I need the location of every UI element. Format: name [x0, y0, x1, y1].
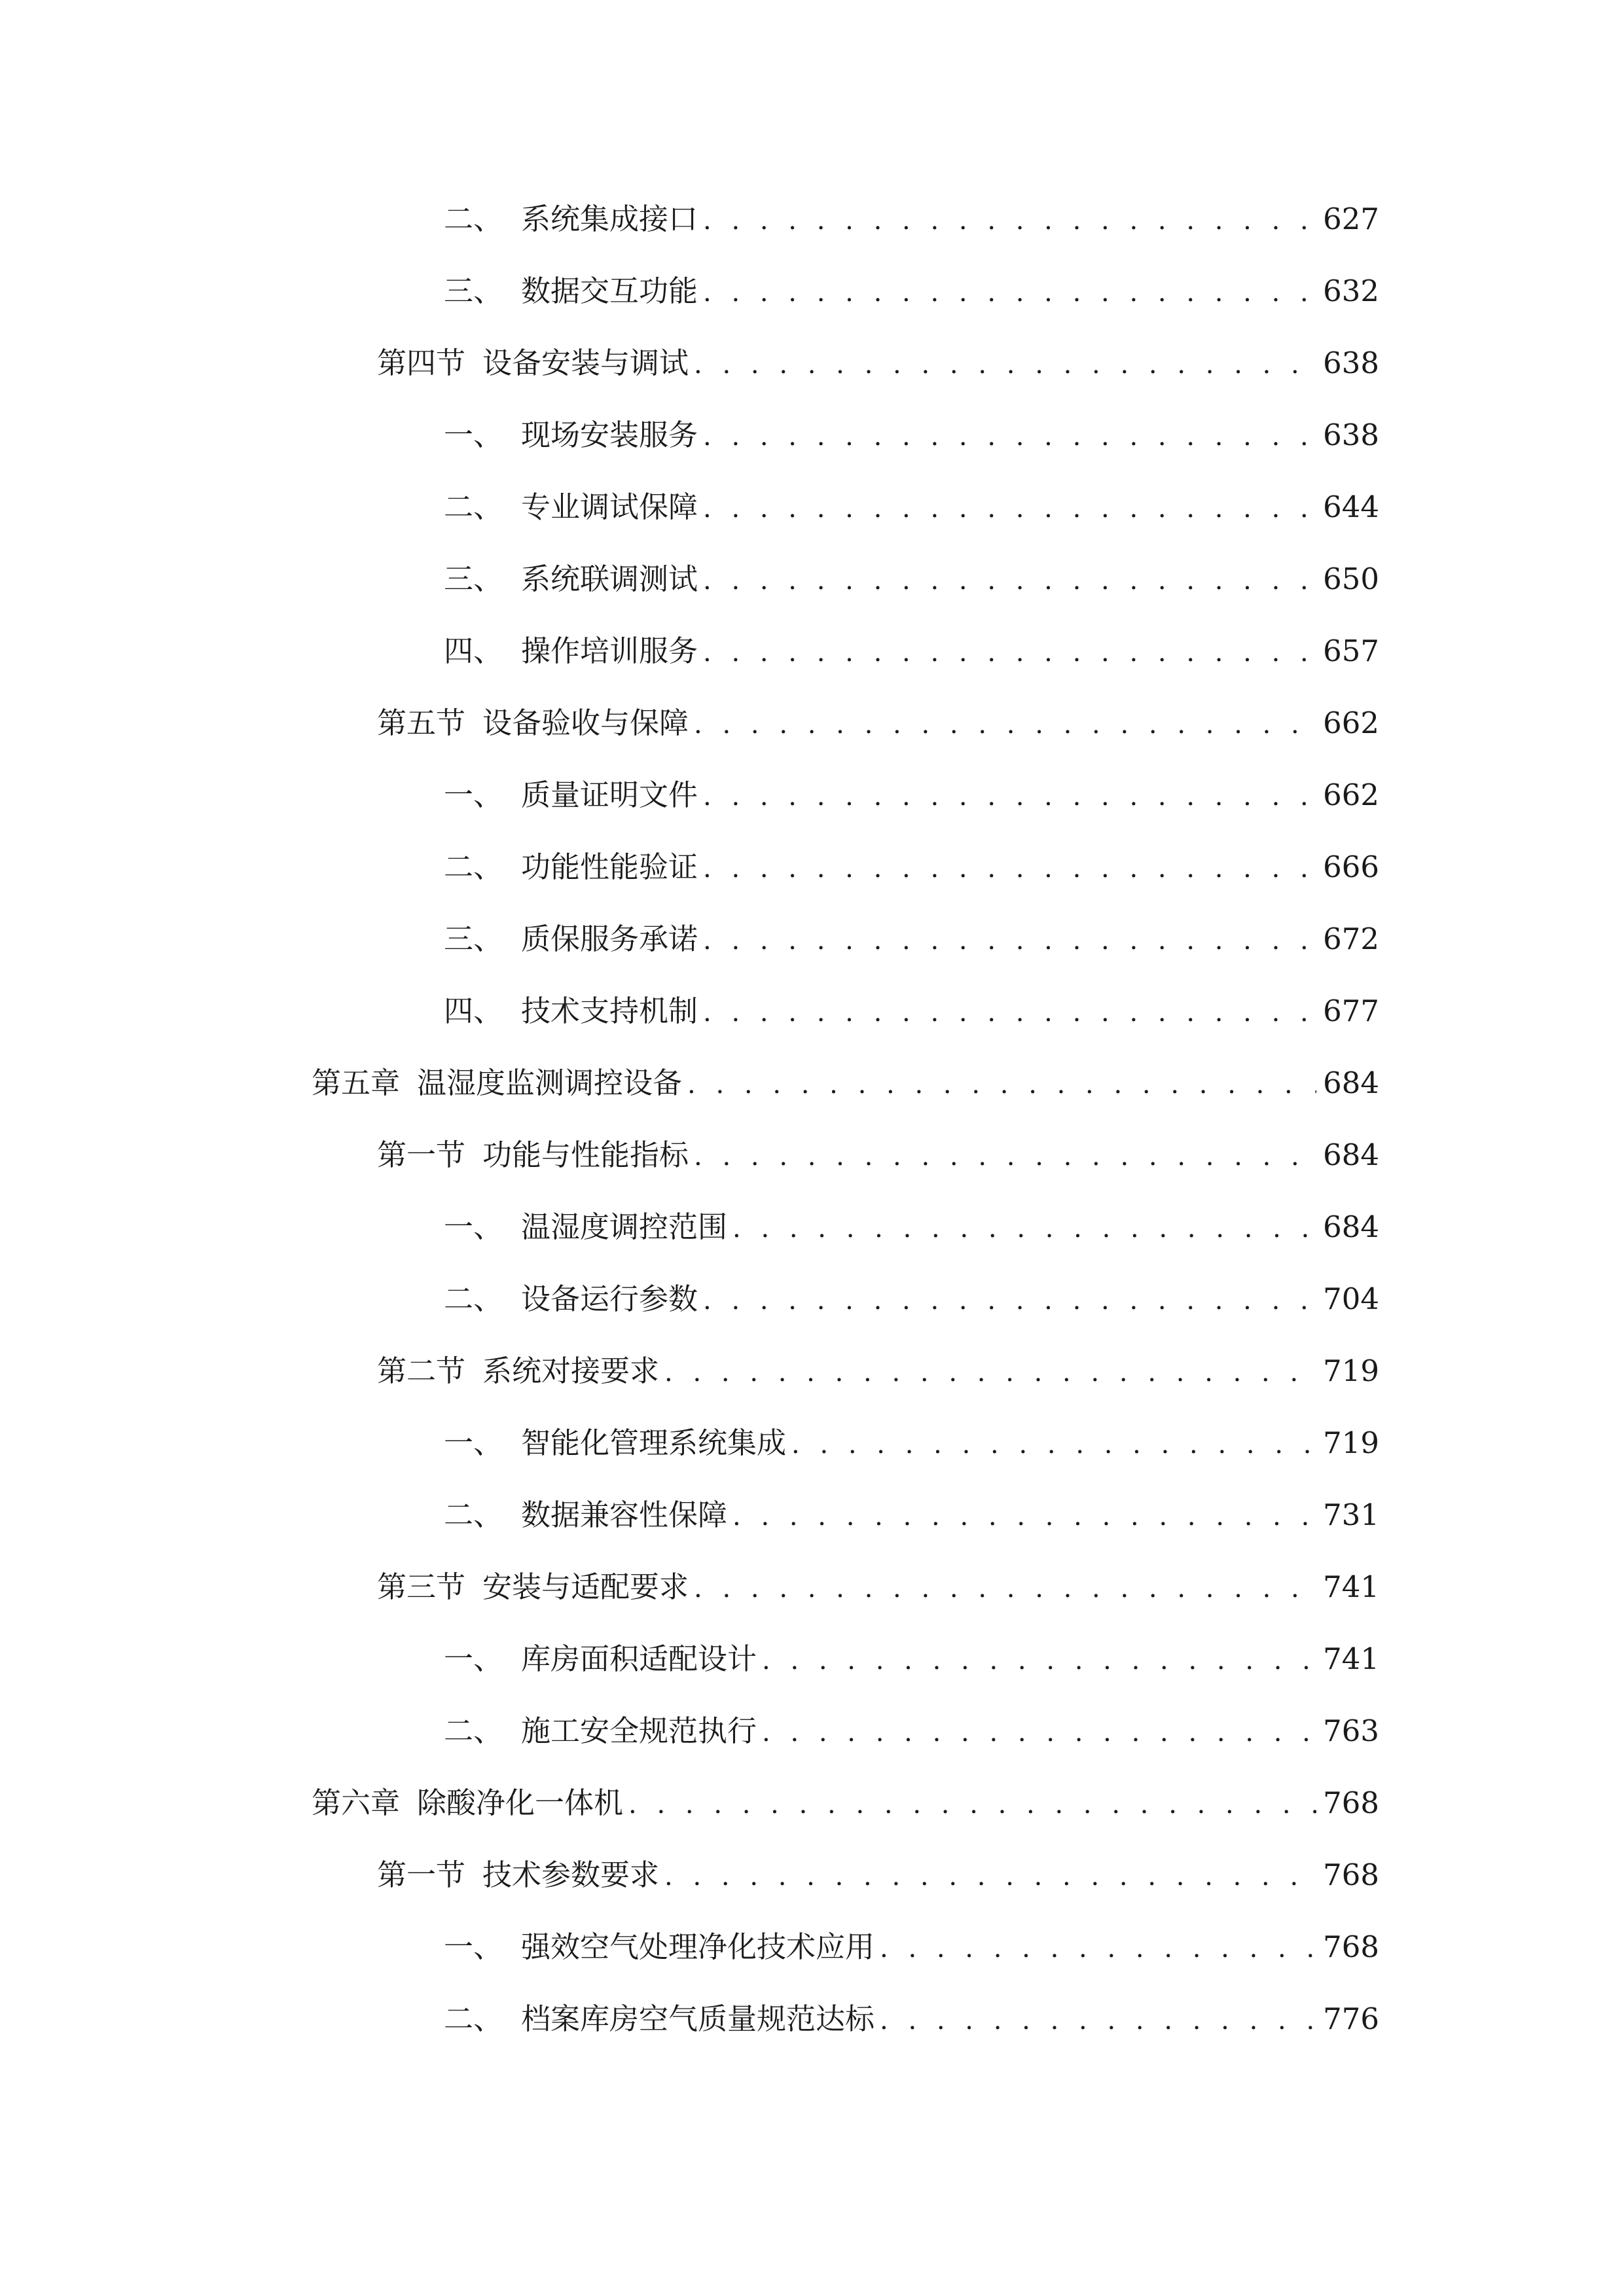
toc-entry-page: 768 [1323, 1857, 1379, 1892]
dot-leader [703, 410, 1316, 463]
toc-entry-page: 731 [1323, 1498, 1379, 1532]
toc-entry-page: 627 [1323, 202, 1379, 236]
toc-entry[interactable] [444, 1921, 1379, 1973]
dot-leader [628, 1778, 1316, 1831]
toc-entry[interactable] [444, 1201, 1379, 1253]
toc-entry-title: 系统集成接口 [521, 202, 698, 236]
toc-entry[interactable] [444, 193, 1379, 245]
toc-entry-title: 温湿度监测调控设备 [417, 1066, 683, 1100]
dot-leader [703, 986, 1316, 1039]
toc-entry-number: 二、 [444, 490, 503, 524]
dot-leader [703, 770, 1316, 823]
toc-entry-number: 第一节 [377, 1138, 466, 1172]
toc-entry-number: 三、 [444, 562, 503, 596]
toc-entry-number: 一、 [444, 418, 503, 452]
toc-entry-page: 638 [1323, 418, 1379, 452]
toc-entry-title: 温湿度调控范围 [521, 1210, 728, 1244]
dot-leader [880, 1922, 1316, 1975]
toc-entry-number: 二、 [444, 850, 503, 884]
toc-entry-number: 二、 [444, 1498, 503, 1532]
toc-entry-page: 741 [1323, 1570, 1379, 1604]
dot-leader [664, 1346, 1316, 1399]
dot-leader [703, 842, 1316, 895]
toc-entry[interactable] [444, 1273, 1379, 1325]
toc-entry-page: 677 [1323, 994, 1379, 1028]
toc-entry[interactable] [444, 769, 1379, 821]
toc-entry-page: 638 [1323, 346, 1379, 380]
toc-entry-number: 第一节 [377, 1857, 466, 1892]
dot-leader [664, 1850, 1316, 1903]
toc-entry-page: 719 [1323, 1354, 1379, 1388]
toc-entry-title: 系统对接要求 [482, 1354, 660, 1388]
toc-entry-number: 第五节 [377, 706, 466, 740]
toc-entry[interactable] [312, 1777, 1379, 1829]
toc-entry-number: 一、 [444, 1929, 503, 1964]
toc-entry[interactable] [377, 1345, 1379, 1397]
toc-entry-number: 一、 [444, 1641, 503, 1676]
toc-entry-title: 设备安装与调试 [482, 346, 689, 380]
toc-entry-title: 专业调试保障 [521, 490, 698, 524]
toc-entry[interactable] [377, 1849, 1379, 1901]
dot-leader [694, 1130, 1316, 1183]
dot-leader [703, 554, 1316, 607]
toc-entry[interactable] [444, 481, 1379, 533]
toc-entry[interactable] [444, 1417, 1379, 1469]
toc-entry[interactable] [444, 1489, 1379, 1541]
toc-entry[interactable] [377, 337, 1379, 389]
toc-entry[interactable] [444, 265, 1379, 317]
toc-entry-page: 632 [1323, 274, 1379, 308]
dot-leader [694, 1562, 1316, 1615]
toc-entry-page: 684 [1323, 1066, 1379, 1100]
toc-entry-title: 库房面积适配设计 [521, 1641, 757, 1676]
toc-entry-page: 666 [1323, 850, 1379, 884]
dot-leader [694, 698, 1316, 751]
toc-entry-title: 数据兼容性保障 [521, 1498, 728, 1532]
dot-leader [703, 194, 1316, 247]
toc-entry-title: 质保服务承诺 [521, 922, 698, 956]
toc-entry-page: 776 [1323, 2001, 1379, 2036]
dot-leader [703, 266, 1316, 319]
dot-leader [703, 914, 1316, 967]
toc-entry-title: 系统联调测试 [521, 562, 698, 596]
toc-entry-number: 二、 [444, 2001, 503, 2036]
toc-entry[interactable] [444, 913, 1379, 965]
toc-entry-title: 质量证明文件 [521, 778, 698, 812]
toc-entry-title: 现场安装服务 [521, 418, 698, 452]
toc-entry-number: 一、 [444, 778, 503, 812]
toc-entry-page: 644 [1323, 490, 1379, 524]
toc-entry-page: 719 [1323, 1426, 1379, 1460]
toc-entry-page: 672 [1323, 922, 1379, 956]
dot-leader [762, 1634, 1316, 1687]
toc-entry-title: 智能化管理系统集成 [521, 1426, 787, 1460]
dot-leader [703, 1274, 1316, 1327]
toc-entry-number: 二、 [444, 1282, 503, 1316]
toc-entry-title: 设备运行参数 [521, 1282, 698, 1316]
toc-entry-page: 657 [1323, 634, 1379, 668]
toc-entry-title: 强效空气处理净化技术应用 [521, 1929, 875, 1964]
toc-entry-page: 662 [1323, 706, 1379, 740]
toc-entry[interactable] [312, 1057, 1379, 1109]
toc-entry-page: 768 [1323, 1785, 1379, 1820]
toc-entry[interactable] [444, 985, 1379, 1037]
toc-entry[interactable] [444, 625, 1379, 677]
dot-leader [791, 1418, 1316, 1471]
toc-entry-title: 技术参数要求 [482, 1857, 660, 1892]
toc-entry-page: 763 [1323, 1713, 1379, 1748]
toc-entry-title: 技术支持机制 [521, 994, 698, 1028]
dot-leader [762, 1706, 1316, 1759]
toc-entry-number: 第六章 [312, 1785, 401, 1820]
toc-entry-title: 安装与适配要求 [482, 1570, 689, 1604]
toc-entry-title: 功能性能验证 [521, 850, 698, 884]
toc-entry-title: 档案库房空气质量规范达标 [521, 2001, 875, 2036]
toc-entry[interactable] [377, 1561, 1379, 1613]
toc-entry-number: 第三节 [377, 1570, 466, 1604]
toc-entry-number: 三、 [444, 274, 503, 308]
toc-entry-number: 一、 [444, 1210, 503, 1244]
toc-entry-title: 设备验收与保障 [482, 706, 689, 740]
toc-entry-number: 二、 [444, 1713, 503, 1748]
toc-entry-title: 操作培训服务 [521, 634, 698, 668]
dot-leader [694, 338, 1316, 391]
toc-entry-page: 662 [1323, 778, 1379, 812]
toc-entry[interactable] [444, 409, 1379, 461]
toc-entry-number: 四、 [444, 634, 503, 668]
toc-entry-title: 功能与性能指标 [482, 1138, 689, 1172]
toc-entry[interactable] [444, 1705, 1379, 1757]
toc-entry-number: 二、 [444, 202, 503, 236]
toc-entry-page: 684 [1323, 1138, 1379, 1172]
dot-leader [703, 626, 1316, 679]
toc-entry[interactable] [377, 1129, 1379, 1181]
toc-entry-title: 施工安全规范执行 [521, 1713, 757, 1748]
toc-entry[interactable] [377, 697, 1379, 749]
toc-entry-page: 741 [1323, 1641, 1379, 1676]
toc-entry-page: 704 [1323, 1282, 1379, 1316]
toc-entry-number: 第二节 [377, 1354, 466, 1388]
dot-leader [880, 1994, 1316, 2047]
dot-leader [732, 1202, 1316, 1255]
toc-entry-number: 第五章 [312, 1066, 401, 1100]
toc-entry[interactable] [444, 1633, 1379, 1685]
toc-entry-number: 一、 [444, 1426, 503, 1460]
toc-entry-number: 第四节 [377, 346, 466, 380]
dot-leader [732, 1490, 1316, 1543]
dot-leader [687, 1058, 1316, 1111]
toc-entry-page: 768 [1323, 1929, 1379, 1964]
toc-entry[interactable] [444, 553, 1379, 605]
toc-entry-page: 684 [1323, 1210, 1379, 1244]
dot-leader [703, 482, 1316, 535]
toc-entry[interactable] [444, 1993, 1379, 2045]
toc-entry-title: 除酸净化一体机 [417, 1785, 624, 1820]
toc-entry-number: 四、 [444, 994, 503, 1028]
toc-entry[interactable] [444, 841, 1379, 893]
toc-entry-number: 三、 [444, 922, 503, 956]
toc-entry-title: 数据交互功能 [521, 274, 698, 308]
toc-entry-page: 650 [1323, 562, 1379, 596]
